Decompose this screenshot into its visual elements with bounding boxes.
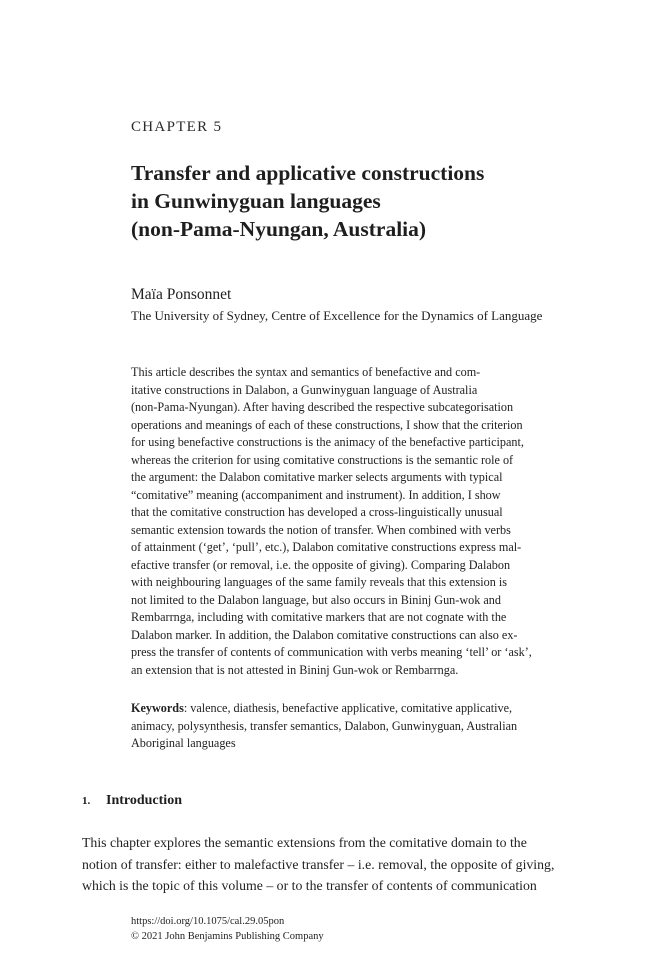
keywords-line: animacy, polysynthesis, transfer semantics, Dalabon, Gunwinyguan, Australian [131, 718, 518, 733]
keywords [131, 700, 576, 753]
keywords-text: : valence, diathesis, benefactive applicative, comitative applicative, [183, 701, 513, 715]
title-line: Transfer and applicative constructions [131, 161, 485, 185]
abstract [131, 364, 576, 679]
abstract-line: (non-Pama-Nyungan). After having described the respective subcategorisation [131, 400, 514, 414]
section-title: Introduction [106, 793, 182, 808]
body-paragraph [82, 832, 572, 897]
abstract-line: efactive transfer (or removal, i.e. the opposite of giving). Comparing Dalabon [131, 557, 511, 572]
keywords-label: Keywords [131, 701, 184, 715]
abstract-line: Dalabon marker. In addition, the Dalabon comitative constructions can also ex- [131, 627, 518, 642]
abstract-line: that the comitative construction has developed a cross-linguistically unusual [131, 505, 503, 519]
abstract-line: “comitative” meaning (accompaniment and instrument). In addition, I show [131, 487, 501, 502]
abstract-line: itative constructions in Dalabon, a Gunwinyguan language of Australia [131, 382, 478, 397]
abstract-line: not limited to the Dalabon language, but also occurs in Bininj Gun-wok and [131, 592, 501, 607]
page-footer [131, 914, 324, 944]
abstract-line: operations and meanings of each of these constructions, I show that the criterion [131, 417, 523, 432]
author-affiliation: The University of Sydney, Centre of Excellence for the Dynamics of Language [131, 308, 543, 323]
abstract-line: with neighbouring languages of the same family reveals that this extension is [131, 575, 508, 589]
title-line: in Gunwinyguan languages [131, 189, 381, 213]
body-line: notion of transfer: either to malefactive transfer – i.e. removal, the opposite of giving, [82, 856, 555, 872]
title-line: (non-Pama-Nyungan, Australia) [131, 217, 427, 241]
body-line: which is the topic of this volume – or to the transfer of contents of communication [82, 878, 537, 893]
copyright-notice: © 2021 John Benjamins Publishing Company [131, 931, 324, 942]
body-line: This chapter explores the semantic extensions from the comitative domain to the [82, 835, 527, 850]
abstract-line: whereas the criterion for using comitative constructions is the semantic role of [131, 452, 514, 467]
abstract-line: This article describes the syntax and semantics of benefactive and com- [131, 365, 481, 379]
chapter-title [131, 159, 591, 243]
abstract-line: Rembarrnga, including with comitative markers that are not cognate with the [131, 610, 507, 624]
abstract-line: semantic extension towards the notion of transfer. When combined with verbs [131, 522, 511, 537]
abstract-line: an extension that is not attested in Bininj Gun-wok or Rembarrnga. [131, 662, 459, 677]
keywords-line: Aboriginal languages [131, 736, 236, 750]
abstract-line: press the transfer of contents of communication with verbs meaning ‘tell’ or ‘ask’, [131, 645, 532, 659]
section-number: 1. [82, 795, 91, 807]
abstract-line: for using benefactive constructions is the animacy of the benefactive participant, [131, 435, 524, 449]
chapter-label: CHAPTER 5 [131, 119, 223, 135]
section-heading [82, 793, 182, 809]
doi-link[interactable]: https://doi.org/10.1075/cal.29.05pon [131, 916, 285, 927]
keywords-line [131, 700, 576, 718]
abstract-line: of attainment (‘get’, ‘pull’, etc.), Dalabon comitative constructions express mal- [131, 540, 522, 554]
abstract-line: the argument: the Dalabon comitative marker selects arguments with typical [131, 470, 503, 484]
author-name: Maïa Ponsonnet [131, 286, 232, 303]
